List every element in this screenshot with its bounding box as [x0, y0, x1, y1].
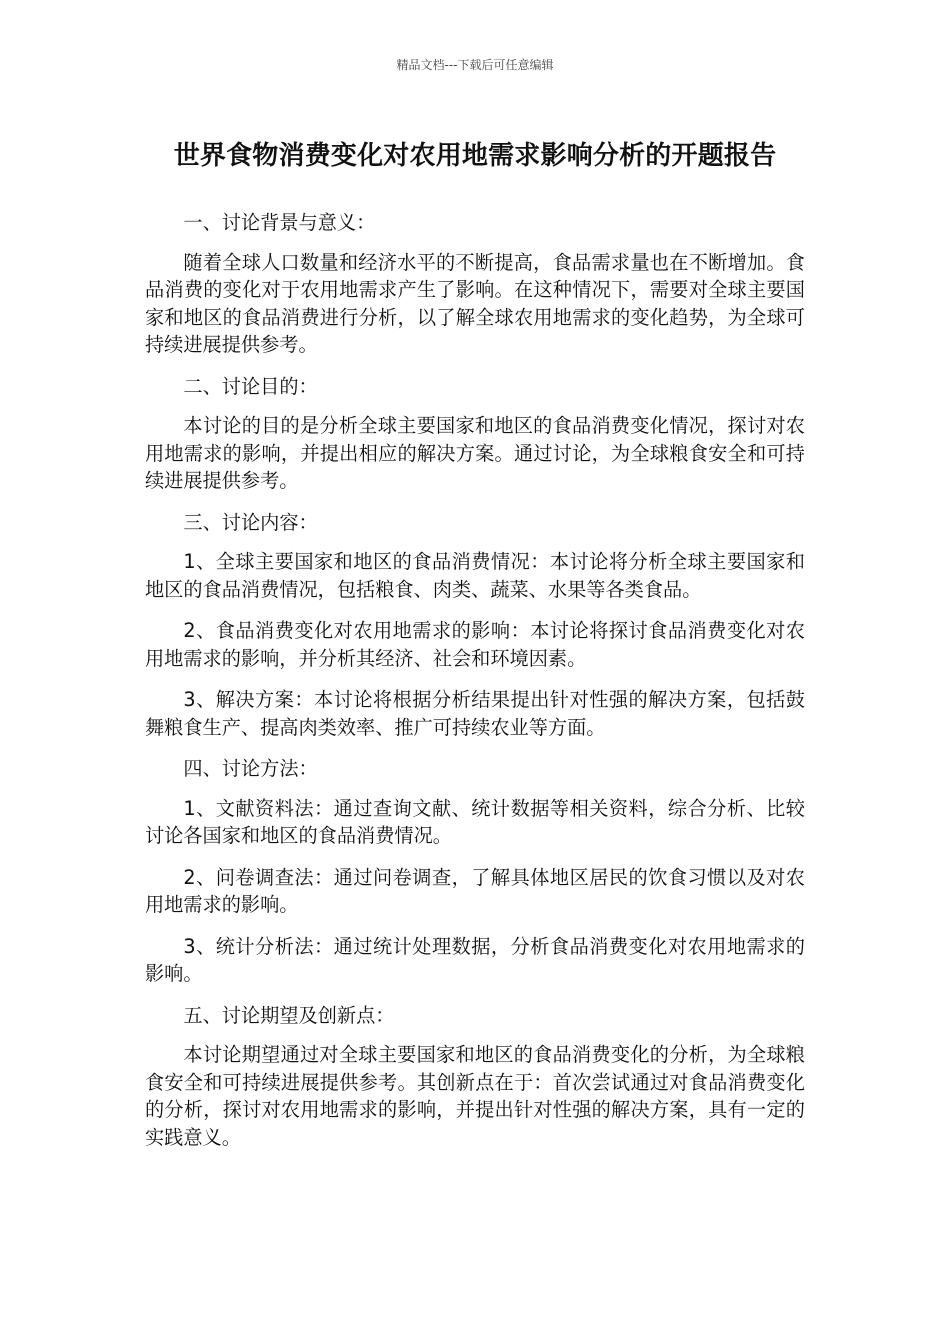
paragraph-method-1: 1、文献资料法：通过查询文献、统计数据等相关资料，综合分析、比较讨论各国家和地区的食品消费情况。: [145, 796, 805, 847]
section-heading-purpose: 二、讨论目的：: [183, 374, 318, 398]
document-title: 世界食物消费变化对农用地需求影响分析的开题报告: [173, 141, 777, 171]
paragraph-expectations: 本讨论期望通过对全球主要国家和地区的食品消费变化的分析，为全球粮食安全和可持续进展提供参考。其创新点在于：首次尝试通过对食品消费变化的分析，探讨对农用地需求的影响，并提出针对性强的解决方案，具有一定的实践意义。: [145, 1043, 805, 1149]
paragraph-content-item-1: 1、全球主要国家和地区的食品消费情况：本讨论将分析全球主要国家和地区的食品消费情况，包括粮食、肉类、蔬菜、水果等各类食品。: [145, 550, 805, 601]
paragraph-method-2: 2、问卷调查法：通过问卷调查，了解具体地区居民的饮食习惯以及对农用地需求的影响。: [145, 865, 805, 916]
section-heading-expectations: 五、讨论期望及创新点：: [183, 1003, 395, 1027]
section-heading-background: 一、讨论背景与意义：: [183, 211, 376, 234]
document-body: [145, 209, 805, 1165]
section-heading-content: 三、讨论内容：: [183, 510, 318, 534]
paragraph-method-3: 3、统计分析法：通过统计处理数据，分析食品消费变化对农用地需求的影响。: [145, 934, 805, 985]
section-heading-methods: 四、讨论方法：: [183, 757, 318, 780]
header-note: 精品文档---下载后可任意编辑: [396, 58, 554, 72]
paragraph-purpose: 本讨论的目的是分析全球主要国家和地区的食品消费变化情况，探讨对农用地需求的影响，并提出相应的解决方案。通过讨论，为全球粮食安全和可持续进展提供参考。: [145, 414, 805, 492]
paragraph-content-item-2: 2、食品消费变化对农用地需求的影响：本讨论将探讨食品消费变化对农用地需求的影响，并分析其经济、社会和环境因素。: [145, 619, 805, 670]
paragraph-background: 随着全球人口数量和经济水平的不断提高，食品需求量也在不断增加。食品消费的变化对于农用地需求产生了影响。在这种情况下，需要对全球主要国家和地区的食品消费进行分析，以了解全球农用地需求的变化趋势，为全球可持续进展提供参考。: [145, 250, 805, 356]
paragraph-content-item-3: 3、解决方案：本讨论将根据分析结果提出针对性强的解决方案，包括鼓舞粮食生产、提高肉类效率、推广可持续农业等方面。: [145, 688, 805, 739]
